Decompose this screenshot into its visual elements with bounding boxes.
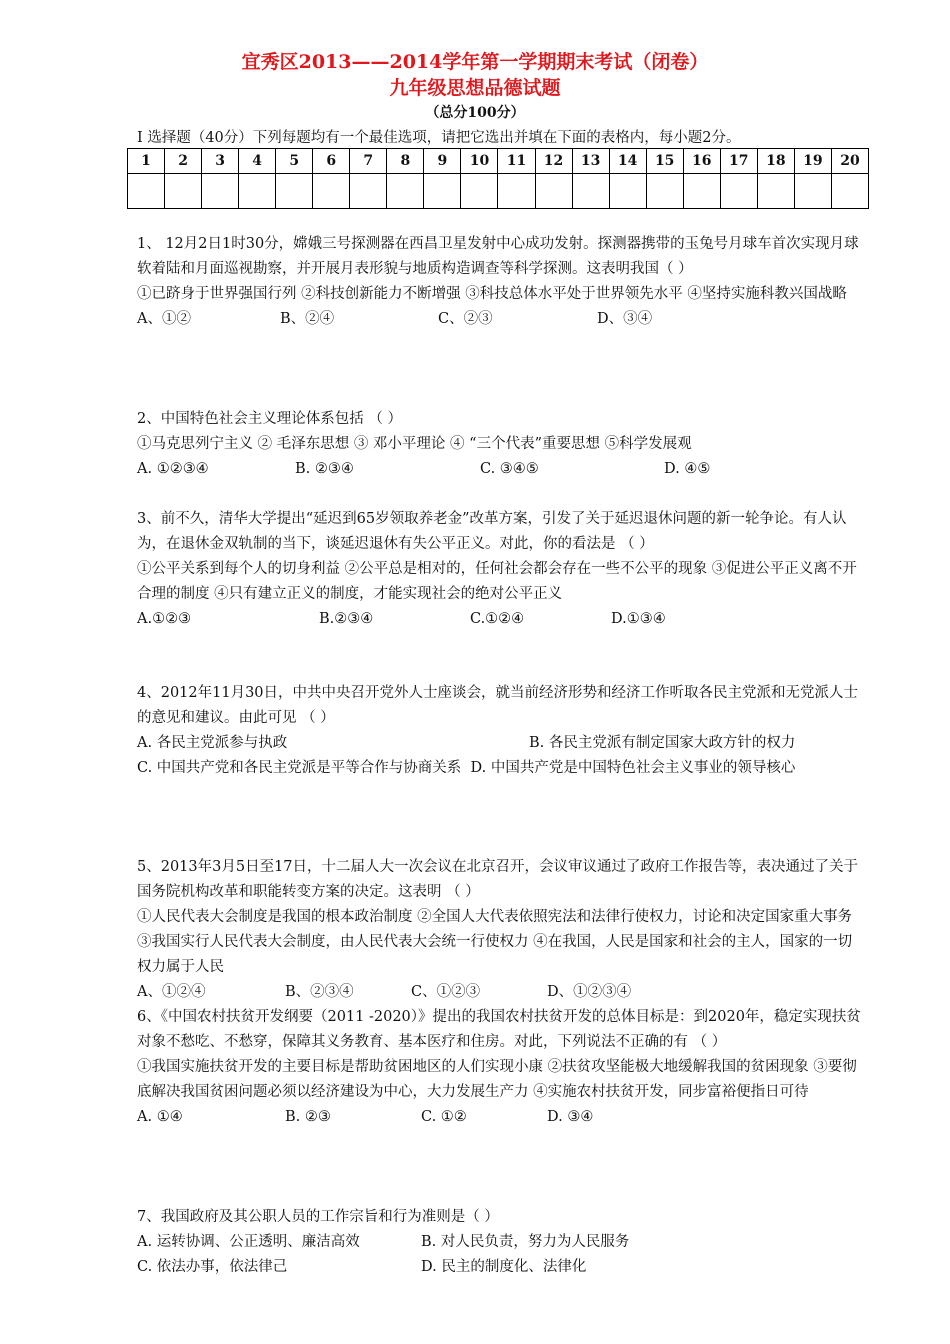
option-b[interactable]: B. ②③ xyxy=(285,1109,331,1125)
question-2 xyxy=(137,407,863,482)
question-stem: 7、我国政府及其公职人员的工作宗旨和行为准则是（ ） xyxy=(137,1209,499,1225)
section-instruction: Ⅰ 选择题（40分）下列每题均有一个最佳选项，请把它选出并填在下面的表格内，每小题2分。 xyxy=(137,130,741,146)
option-b[interactable]: B、②④ xyxy=(280,311,335,327)
answer-table-header: 2 xyxy=(165,149,202,174)
question-5 xyxy=(137,855,863,1005)
answer-table-header: 13 xyxy=(572,149,609,174)
question-statements: ①人民代表大会制度是我国的根本政治制度 ②全国人大代表依照宪法和法律行使权力，讨论和决定国家重大事务 ③我国实行人民代表大会制度，由人民代表大会统一行使权力 ④在我国，人民是国家和社会的主人，国家的一切权力属于人民 xyxy=(137,909,853,975)
option-row xyxy=(137,731,863,756)
option-row xyxy=(137,1105,863,1130)
question-4 xyxy=(137,681,863,781)
option-c[interactable]: C、①②③ xyxy=(411,984,481,1000)
option-d[interactable]: D、①②③④ xyxy=(547,984,632,1000)
option-b[interactable]: B、②③④ xyxy=(285,984,354,1000)
exam-title: 宜秀区2013——2014学年第一学期期末考试（闭卷） xyxy=(241,51,709,73)
answer-table-header: 20 xyxy=(831,149,868,174)
option-d[interactable]: D、③④ xyxy=(597,311,653,327)
option-d[interactable]: D. ④⑤ xyxy=(664,461,711,477)
answer-cell[interactable] xyxy=(720,174,757,209)
answer-cell[interactable] xyxy=(498,174,535,209)
question-statements: ①公平关系到每个人的切身利益 ②公平总是相对的，任何社会都会存在一些不公平的现象 ③促进公平正义离不开合理的制度 ④只有建立正义的制度，才能实现社会的绝对公平正义 xyxy=(137,561,857,602)
answer-cell[interactable] xyxy=(387,174,424,209)
answer-table-header-row xyxy=(128,149,869,174)
question-6 xyxy=(137,1005,863,1130)
option-b[interactable]: B. ②③④ xyxy=(295,461,354,477)
answer-cell[interactable] xyxy=(424,174,461,209)
answer-table-header: 15 xyxy=(646,149,683,174)
option-row xyxy=(137,1230,863,1255)
answer-cell[interactable] xyxy=(572,174,609,209)
question-stem: 1、 12月2日1时30分，嫦娥三号探测器在西昌卫星发射中心成功发射。探测器携带的玉兔号月球车首次实现月球软着陆和月面巡视勘察，并开展月表形貌与地质构造调查等科学探测。这表明我国（ ） xyxy=(137,236,859,277)
answer-table-header: 3 xyxy=(202,149,239,174)
question-3 xyxy=(137,507,863,632)
answer-table-header: 5 xyxy=(276,149,313,174)
option-row xyxy=(137,607,863,632)
question-1 xyxy=(137,232,863,332)
answer-table-header: 4 xyxy=(239,149,276,174)
option-row xyxy=(137,307,863,332)
option-a[interactable]: A. ①②③④ xyxy=(137,461,209,477)
option-a[interactable]: A、①② xyxy=(137,311,191,327)
answer-cell[interactable] xyxy=(609,174,646,209)
answer-table-header: 6 xyxy=(313,149,350,174)
question-stem: 2、中国特色社会主义理论体系包括 （ ） xyxy=(137,411,402,427)
question-7 xyxy=(137,1205,863,1280)
answer-cell[interactable] xyxy=(831,174,868,209)
question-statements: ①已跻身于世界强国行列 ②科技创新能力不断增强 ③科技总体水平处于世界领先水平 ④坚持实施科教兴国战略 xyxy=(137,286,847,302)
option-row xyxy=(137,457,863,482)
answer-cell[interactable] xyxy=(461,174,498,209)
answer-table-blank-row xyxy=(128,174,869,209)
answer-table-header: 12 xyxy=(535,149,572,174)
answer-cell[interactable] xyxy=(350,174,387,209)
question-stem: 4、2012年11月30日，中共中央召开党外人士座谈会，就当前经济形势和经济工作听取各民主党派和无党派人士的意见和建议。由此可见 （ ） xyxy=(137,685,859,726)
question-stem: 6、《中国农村扶贫开发纲要（2011 -2020）》提出的我国农村扶贫开发的总体目标是：到2020年，稳定实现扶贫对象不愁吃、不愁穿，保障其义务教育、基本医疗和住房。对此，下列说法不正确的有 （ ） xyxy=(137,1009,861,1050)
option-c[interactable]: C. ③④⑤ xyxy=(480,461,539,477)
option-c[interactable]: C. 依法办事，依法律己 xyxy=(137,1259,288,1275)
question-stem: 5、2013年3月5日至17日，十二届人大一次会议在北京召开，会议审议通过了政府工作报告等，表决通过了关于国务院机构改革和职能转变方案的决定。这表明 （ ） xyxy=(137,859,859,900)
exam-subtitle: 九年级思想品德试题 xyxy=(389,77,561,99)
answer-cell[interactable] xyxy=(683,174,720,209)
option-row-cd xyxy=(137,756,863,781)
answer-cell[interactable] xyxy=(202,174,239,209)
option-row xyxy=(137,1255,863,1280)
option-c[interactable]: C、②③ xyxy=(438,311,493,327)
answer-table-header: 10 xyxy=(461,149,498,174)
answer-table-header: 18 xyxy=(757,149,794,174)
option-c[interactable]: C. ①② xyxy=(421,1109,467,1125)
question-statements: ①马克思列宁主义 ② 毛泽东思想 ③ 邓小平理论 ④ “三个代表”重要思想 ⑤科学发展观 xyxy=(137,436,692,452)
answer-table-header: 14 xyxy=(609,149,646,174)
answer-table-header: 7 xyxy=(350,149,387,174)
answer-cell[interactable] xyxy=(128,174,165,209)
answer-table-header: 9 xyxy=(424,149,461,174)
question-statements: ①我国实施扶贫开发的主要目标是帮助贫困地区的人们实现小康 ②扶贫攻坚能极大地缓解我国的贫困现象 ③要彻底解决我国贫困问题必须以经济建设为中心，大力发展生产力 ④实施农村扶贫开发，同步富裕便指日可待 xyxy=(137,1059,857,1100)
option-b[interactable]: B.②③④ xyxy=(319,611,374,627)
answer-table-header: 1 xyxy=(128,149,165,174)
answer-table-header: 17 xyxy=(720,149,757,174)
option-d[interactable]: D. 民主的制度化、法律化 xyxy=(421,1259,587,1275)
option-a[interactable]: A. ①④ xyxy=(137,1109,183,1125)
question-stem: 3、前不久，清华大学提出“延迟到65岁领取养老金”改革方案，引发了关于延迟退休问题的新一轮争论。有人认为，在退休金双轨制的当下，谈延迟退休有失公平正义。对此，你的看法是 （ ） xyxy=(137,511,847,552)
answer-cell[interactable] xyxy=(276,174,313,209)
answer-cell[interactable] xyxy=(794,174,831,209)
answer-table-header: 11 xyxy=(498,149,535,174)
answer-table-header: 19 xyxy=(794,149,831,174)
total-score: （总分100分） xyxy=(425,105,525,121)
option-c[interactable]: C. 中国共产党和各民主党派是平等合作与协商关系 xyxy=(137,760,462,776)
answer-cell[interactable] xyxy=(646,174,683,209)
option-d[interactable]: D. ③④ xyxy=(547,1109,594,1125)
option-a[interactable]: A. 各民主党派参与执政 xyxy=(137,735,288,751)
option-a[interactable]: A. 运转协调、公正透明、廉洁高效 xyxy=(137,1234,360,1250)
option-b[interactable]: B. 各民主党派有制定国家大政方针的权力 xyxy=(529,735,796,751)
answer-table-header: 16 xyxy=(683,149,720,174)
answer-cell[interactable] xyxy=(313,174,350,209)
option-c[interactable]: C.①②④ xyxy=(470,611,525,627)
option-d[interactable]: D.①③④ xyxy=(611,611,666,627)
option-b[interactable]: B. 对人民负责，努力为人民服务 xyxy=(421,1234,630,1250)
answer-table-header: 8 xyxy=(387,149,424,174)
answer-cell[interactable] xyxy=(757,174,794,209)
answer-cell[interactable] xyxy=(165,174,202,209)
option-a[interactable]: A.①②③ xyxy=(137,611,192,627)
option-d[interactable]: D. 中国共产党是中国特色社会主义事业的领导核心 xyxy=(470,760,796,776)
answer-cell[interactable] xyxy=(239,174,276,209)
answer-table xyxy=(127,148,869,209)
answer-cell[interactable] xyxy=(535,174,572,209)
option-row xyxy=(137,980,863,1005)
option-a[interactable]: A、①②④ xyxy=(137,984,206,1000)
